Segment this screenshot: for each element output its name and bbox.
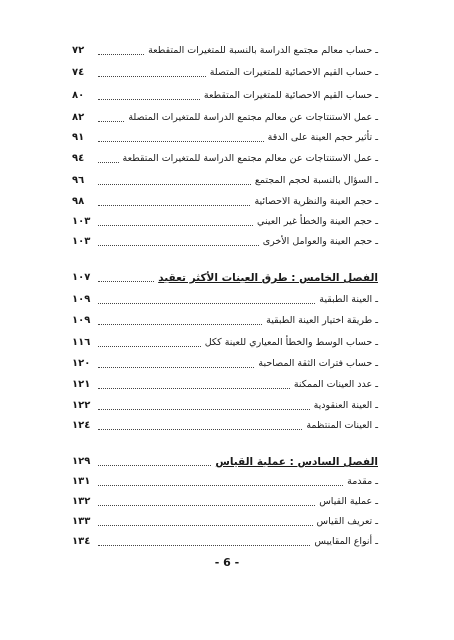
toc-entry xyxy=(72,88,378,104)
toc-entry-title: ـ حساب الوسط والخطأ المعياري للعينة ككل xyxy=(204,337,378,348)
leader-dots xyxy=(98,525,313,526)
toc-entry xyxy=(72,214,378,230)
leader-dots xyxy=(98,54,144,55)
chapter-heading xyxy=(72,454,378,470)
leader-dots xyxy=(98,388,290,389)
leader-dots xyxy=(98,184,251,185)
toc-entry-page: ٨٢ xyxy=(72,112,85,123)
leader-dots xyxy=(98,225,253,226)
chapter-title: الفصل السادس : عملية القياس xyxy=(215,456,378,468)
leader-dots xyxy=(98,409,310,410)
toc-entry-page: ١٠٩ xyxy=(72,315,91,326)
chapter-heading xyxy=(72,270,378,286)
chapter-page: ١٢٩ xyxy=(72,456,91,467)
toc-entry xyxy=(72,494,378,510)
toc-entry xyxy=(72,534,378,550)
toc-entry xyxy=(72,43,378,59)
toc-entry xyxy=(72,335,378,351)
toc-entry-title: ـ طريقة اختيار العينة الطبقية xyxy=(266,315,378,326)
toc-entry-page: ١٠٣ xyxy=(72,236,91,247)
toc-entry-page: ٧٤ xyxy=(72,67,85,78)
page-number: - 6 - xyxy=(214,556,240,569)
toc-entry-page: ١٢٢ xyxy=(72,400,91,411)
toc-entry xyxy=(72,194,378,210)
leader-dots xyxy=(98,99,200,100)
toc-entry-title: ـ تأثير حجم العينة على الدقة xyxy=(267,132,378,143)
toc-entry-title: ـ العينة العنقودية xyxy=(313,400,378,411)
toc-entry-title: ـ مقدمة xyxy=(347,476,378,487)
toc-entry xyxy=(72,151,378,167)
toc-entry-page: ١٣١ xyxy=(72,476,91,487)
toc-entry xyxy=(72,356,378,372)
toc-entry-page: ٩٦ xyxy=(72,175,85,186)
toc-entry-page: ١٢٤ xyxy=(72,420,91,431)
toc-entry-title: ـ أنواع المقاييس xyxy=(314,536,378,547)
toc-entry xyxy=(72,313,378,329)
toc-entry-title: ـ تعريف القياس xyxy=(316,516,378,527)
toc-entry xyxy=(72,130,378,146)
toc-entry-title: ـ حجم العينة والخطأ غير العيني xyxy=(257,216,378,227)
toc-entry-title: ـ العينة الطبقية xyxy=(319,294,378,305)
toc-entry-page: ٧٢ xyxy=(72,45,85,56)
toc-entry xyxy=(72,173,378,189)
toc-entry-title: ـ العينات المنتظمة xyxy=(306,420,378,431)
toc-entry-title: ـ عدد العينات الممكنة xyxy=(293,379,378,390)
toc-entry-page: ١٣٢ xyxy=(72,496,91,507)
toc-entry-title: ـ حساب معالم مجتمع الدراسة بالنسبة للمتغيرات المتقطعة xyxy=(148,45,378,56)
toc-entry-title: ـ عملية القياس xyxy=(319,496,378,507)
toc-entry xyxy=(72,398,378,414)
leader-dots xyxy=(98,76,206,77)
toc-entry-title: ـ عمل الاستنتاجات عن معالم مجتمع الدراسة للمتغيرات المتقطعة xyxy=(122,153,378,164)
toc-entry-page: ١٢٠ xyxy=(72,358,91,369)
toc-entry xyxy=(72,234,378,250)
toc-entry xyxy=(72,65,378,81)
leader-dots xyxy=(98,121,124,122)
toc-entry-title: ـ عمل الاستنتاجات عن معالم مجتمع الدراسة للمتغيرات المتصلة xyxy=(128,112,378,123)
chapter-title: الفصل الخامس : طرق العينات الأكثر تعقيد xyxy=(158,272,378,284)
leader-dots xyxy=(98,205,250,206)
toc-entry-title: ـ حساب فترات الثقة المصاحبة xyxy=(258,358,378,369)
toc-entry-page: ١٢١ xyxy=(72,379,91,390)
toc-entry xyxy=(72,514,378,530)
leader-dots xyxy=(98,485,343,486)
leader-dots xyxy=(98,465,211,466)
leader-dots xyxy=(98,505,315,506)
toc-entry-title: ـ حجم العينة والعوامل الأخرى xyxy=(262,236,378,247)
chapter-page: ١٠٧ xyxy=(72,272,91,283)
toc-entry xyxy=(72,418,378,434)
leader-dots xyxy=(98,245,259,246)
leader-dots xyxy=(98,346,201,347)
toc-entry-page: ١٠٩ xyxy=(72,294,91,305)
toc-entry xyxy=(72,474,378,490)
leader-dots xyxy=(98,367,254,368)
leader-dots xyxy=(98,141,264,142)
toc-entry-page: ٩٤ xyxy=(72,153,85,164)
toc-entry xyxy=(72,110,378,126)
toc-entry-page: ١١٦ xyxy=(72,337,91,348)
leader-dots xyxy=(98,303,315,304)
toc-entry-page: ٨٠ xyxy=(72,90,85,101)
leader-dots xyxy=(98,429,302,430)
toc-entry-page: ٩١ xyxy=(72,132,85,143)
toc-entry-page: ١٣٤ xyxy=(72,536,91,547)
toc-entry-page: ٩٨ xyxy=(72,196,85,207)
toc-entry-title: ـ حساب القيم الاحصائية للمتغيرات المتصلة xyxy=(209,67,378,78)
toc-entry-title: ـ السؤال بالنسبة لحجم المجتمع xyxy=(254,175,378,186)
toc-entry xyxy=(72,292,378,308)
leader-dots xyxy=(98,281,154,282)
toc-entry xyxy=(72,377,378,393)
leader-dots xyxy=(98,545,310,546)
toc-entry-page: ١٠٣ xyxy=(72,216,91,227)
toc-entry-title: ـ حجم العينة والنظرية الاحصائية xyxy=(254,196,378,207)
toc-entry-page: ١٣٣ xyxy=(72,516,91,527)
toc-entry-title: ـ حساب القيم الاحصائية للمتغيرات المتقطعة xyxy=(203,90,378,101)
leader-dots xyxy=(98,162,119,163)
leader-dots xyxy=(98,324,262,325)
